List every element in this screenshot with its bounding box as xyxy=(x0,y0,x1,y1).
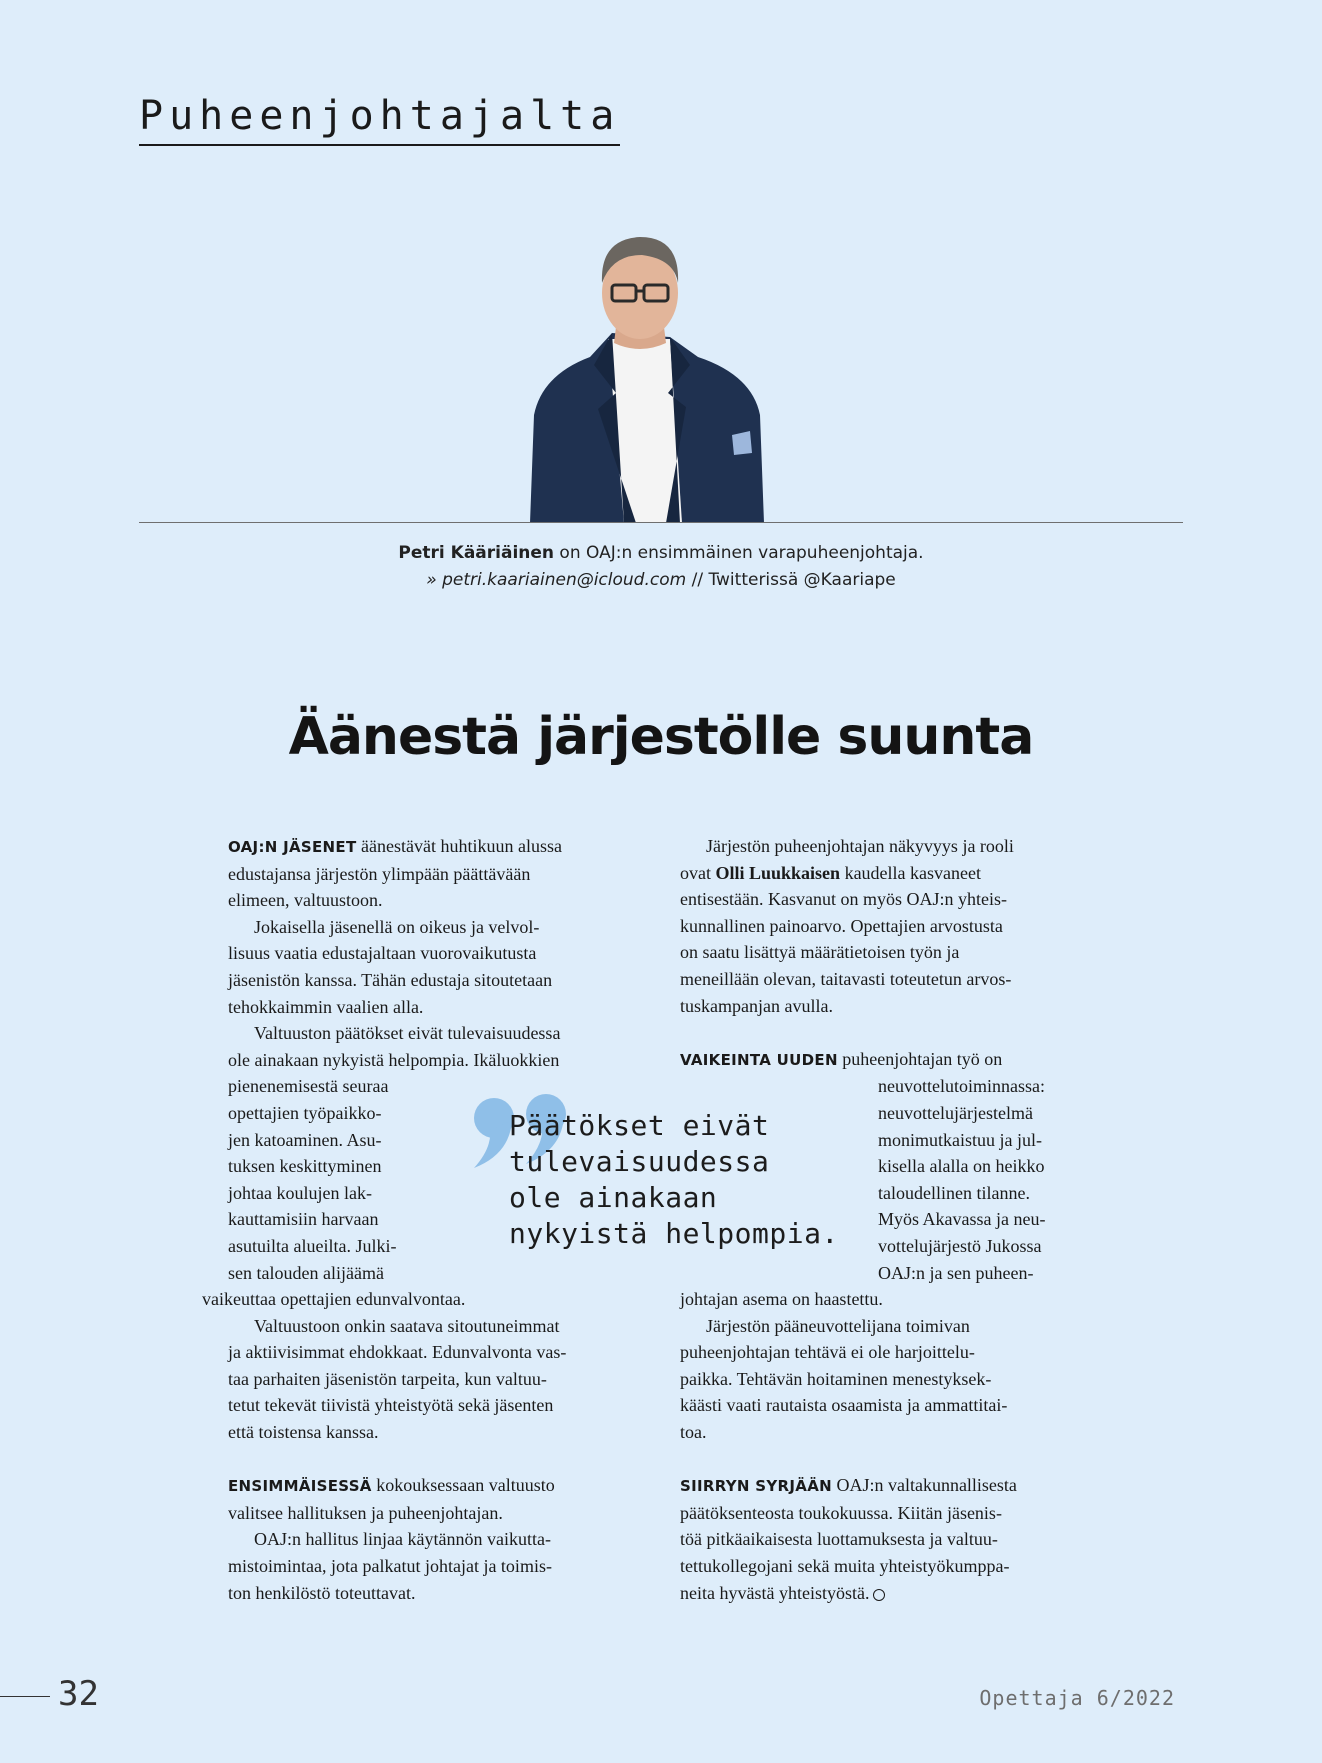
text-line: neuvottelujärjestelmä xyxy=(878,1102,1033,1123)
page-number-rule xyxy=(0,1696,50,1697)
text-line: tuksen keskittyminen xyxy=(228,1156,382,1177)
text-line: OAJ:n ja sen puheen- xyxy=(878,1262,1034,1283)
paragraph xyxy=(680,833,1100,1019)
text-line: edustajansa järjestön ylimpään päättävään xyxy=(228,863,531,884)
text-line: opettajien työpaikko- xyxy=(228,1102,382,1123)
article-headline: Äänestä järjestölle suunta xyxy=(288,707,1034,767)
text-line: OAJ:n hallitus linjaa käytännön vaikutta- xyxy=(254,1529,551,1550)
text-line: asutuilta alueilta. Julki- xyxy=(228,1235,397,1256)
paragraph-lead: SIIRRYN SYRJÄÄN xyxy=(680,1477,832,1496)
text-line: päätöksenteosta toukokuussa. Kiitän jäsenis- xyxy=(680,1502,1002,1523)
text-line: Järjestön puheenjohtajan näkyvyys ja rooli xyxy=(706,836,1014,856)
text-line: töä pitkäaikaisesta luottamuksesta ja valtuu- xyxy=(680,1529,998,1550)
text-line: ja aktiivisimmat ehdokkaat. Edunvalvonta vas- xyxy=(228,1342,567,1363)
text-line: ole ainakaan nykyistä helpompia. Ikäluokkien xyxy=(228,1049,560,1070)
paragraph-lead: ENSIMMÄISESSÄ xyxy=(228,1477,372,1496)
paragraph-lead: OAJ:N JÄSENET xyxy=(228,838,357,856)
text-line: kauttamisiin harvaan xyxy=(228,1209,379,1230)
text-line: OAJ:n valtakunnallisesta xyxy=(831,1475,1017,1496)
text-line: Valtuuston päätökset eivät tulevaisuudessa xyxy=(254,1023,561,1044)
paragraph xyxy=(680,1313,1100,1446)
email-prefix: » xyxy=(426,570,443,590)
paragraph xyxy=(228,914,638,1020)
text-line: taa parhaiten jäsenistön tarpeita, kun valtuu- xyxy=(228,1368,547,1389)
text-line: elimeen, valtuustoon. xyxy=(228,890,383,911)
text-line: kisella alalla on heikko xyxy=(878,1156,1045,1177)
paragraph xyxy=(228,1526,638,1606)
text-line: tuskampanjan avulla. xyxy=(680,995,833,1016)
text-line: käästi vaati rautaista osaamista ja ammattitai- xyxy=(680,1395,1008,1416)
paragraph xyxy=(228,1472,638,1526)
text-line: johtajan asema on haastettu. xyxy=(680,1289,883,1310)
author-name: Petri Kääriäinen xyxy=(398,543,555,563)
text-line: äänestävät huhtikuun alussa xyxy=(356,836,562,856)
author-caption xyxy=(139,540,1183,594)
text-line: toa. xyxy=(680,1422,707,1443)
text-line: meneillään olevan, taitavasti toteutetun arvos- xyxy=(680,968,1012,989)
text-line: Valtuustoon onkin saatava sitoutuneimmat xyxy=(254,1315,560,1336)
text-line: neuvottelutoiminnassa: xyxy=(878,1076,1045,1097)
text-line: ton henkilöstö toteuttavat. xyxy=(228,1582,416,1603)
text-line: pienenemisestä seuraa xyxy=(228,1076,389,1097)
paragraph xyxy=(680,1472,1100,1606)
text-line: tettukollegojani sekä muita yhteistyökumppa- xyxy=(680,1556,1010,1577)
text-line: sen talouden alijäämä xyxy=(228,1262,384,1283)
text-line: tehokkaimmin vaalien alla. xyxy=(228,996,424,1017)
text-line: johtaa koulujen lak- xyxy=(228,1182,372,1203)
text-line: puheenjohtajan työ on xyxy=(837,1048,1003,1069)
text-line: taloudellinen tilanne. xyxy=(878,1182,1030,1203)
author-email-link[interactable]: petri.kaariainen@icloud.com xyxy=(442,570,687,590)
text-line: kokouksessaan valtuusto xyxy=(371,1475,555,1496)
paragraph-lead: VAIKEINTA UUDEN xyxy=(680,1050,838,1069)
pull-quote: Päätökset eivät tulevaisuudessa ole ainakaan nykyistä helpompia. xyxy=(509,1109,839,1250)
text-line: kunnallinen painoarvo. Opettajien arvostusta xyxy=(680,915,1003,936)
author-portrait xyxy=(520,225,780,523)
text-line: paikka. Tehtävän hoitaminen menestyksek- xyxy=(680,1368,992,1389)
author-line xyxy=(139,540,1183,567)
text-line: monimutkaistuu ja jul- xyxy=(878,1129,1042,1150)
text-line: puheenjohtajan tehtävä ei ole harjoittelu- xyxy=(680,1342,975,1363)
text-line: ovat xyxy=(680,862,716,883)
text-line: valitsee hallituksen ja puheenjohtajan. xyxy=(228,1502,503,1523)
contact-line xyxy=(139,567,1183,594)
author-twitter: // Twitterissä @Kaariape xyxy=(686,570,896,590)
text-line: lisuus vaatia edustajaltaan vuorovaikutusta xyxy=(228,943,537,964)
text-line: Järjestön pääneuvottelijana toimivan xyxy=(706,1315,970,1336)
text-line: entisestään. Kasvanut on myös OAJ:n yhteis- xyxy=(680,889,1007,910)
end-mark-icon xyxy=(873,1589,885,1601)
paragraph xyxy=(228,833,638,914)
text-line: vaikeuttaa opettajien edunvalvontaa. xyxy=(202,1289,466,1310)
text-line: neita hyvästä yhteistyöstä. xyxy=(680,1582,870,1603)
author-role: on OAJ:n ensimmäinen varapuheenjohtaja. xyxy=(554,543,924,563)
page-number: 32 xyxy=(58,1674,99,1714)
text-line: kaudella kasvaneet xyxy=(840,862,981,883)
person-name: Olli Luukkaisen xyxy=(715,862,841,883)
text-line: mistoimintaa, jota palkatut johtajat ja toimis- xyxy=(228,1556,552,1577)
text-line: että toistensa kanssa. xyxy=(228,1422,379,1443)
text-line: on saatu lisättyä määrätietoisen työn ja xyxy=(680,942,960,963)
text-line: jäsenistön kanssa. Tähän edustaja sitoutetaan xyxy=(228,969,553,990)
text-line: jen katoaminen. Asu- xyxy=(228,1129,382,1150)
text-line: Jokaisella jäsenellä on oikeus ja velvol- xyxy=(254,916,540,937)
section-title: Puheenjohtajalta xyxy=(139,92,620,146)
photo-divider xyxy=(139,522,1183,523)
magazine-issue: Opettaja 6/2022 xyxy=(979,1686,1175,1710)
text-line: Myös Akavassa ja neu- xyxy=(878,1209,1046,1230)
paragraph xyxy=(228,1313,638,1446)
text-line: tetut tekevät tiivistä yhteistyötä sekä jäsenten xyxy=(228,1395,554,1416)
text-line: vottelujärjestö Jukossa xyxy=(878,1235,1042,1256)
